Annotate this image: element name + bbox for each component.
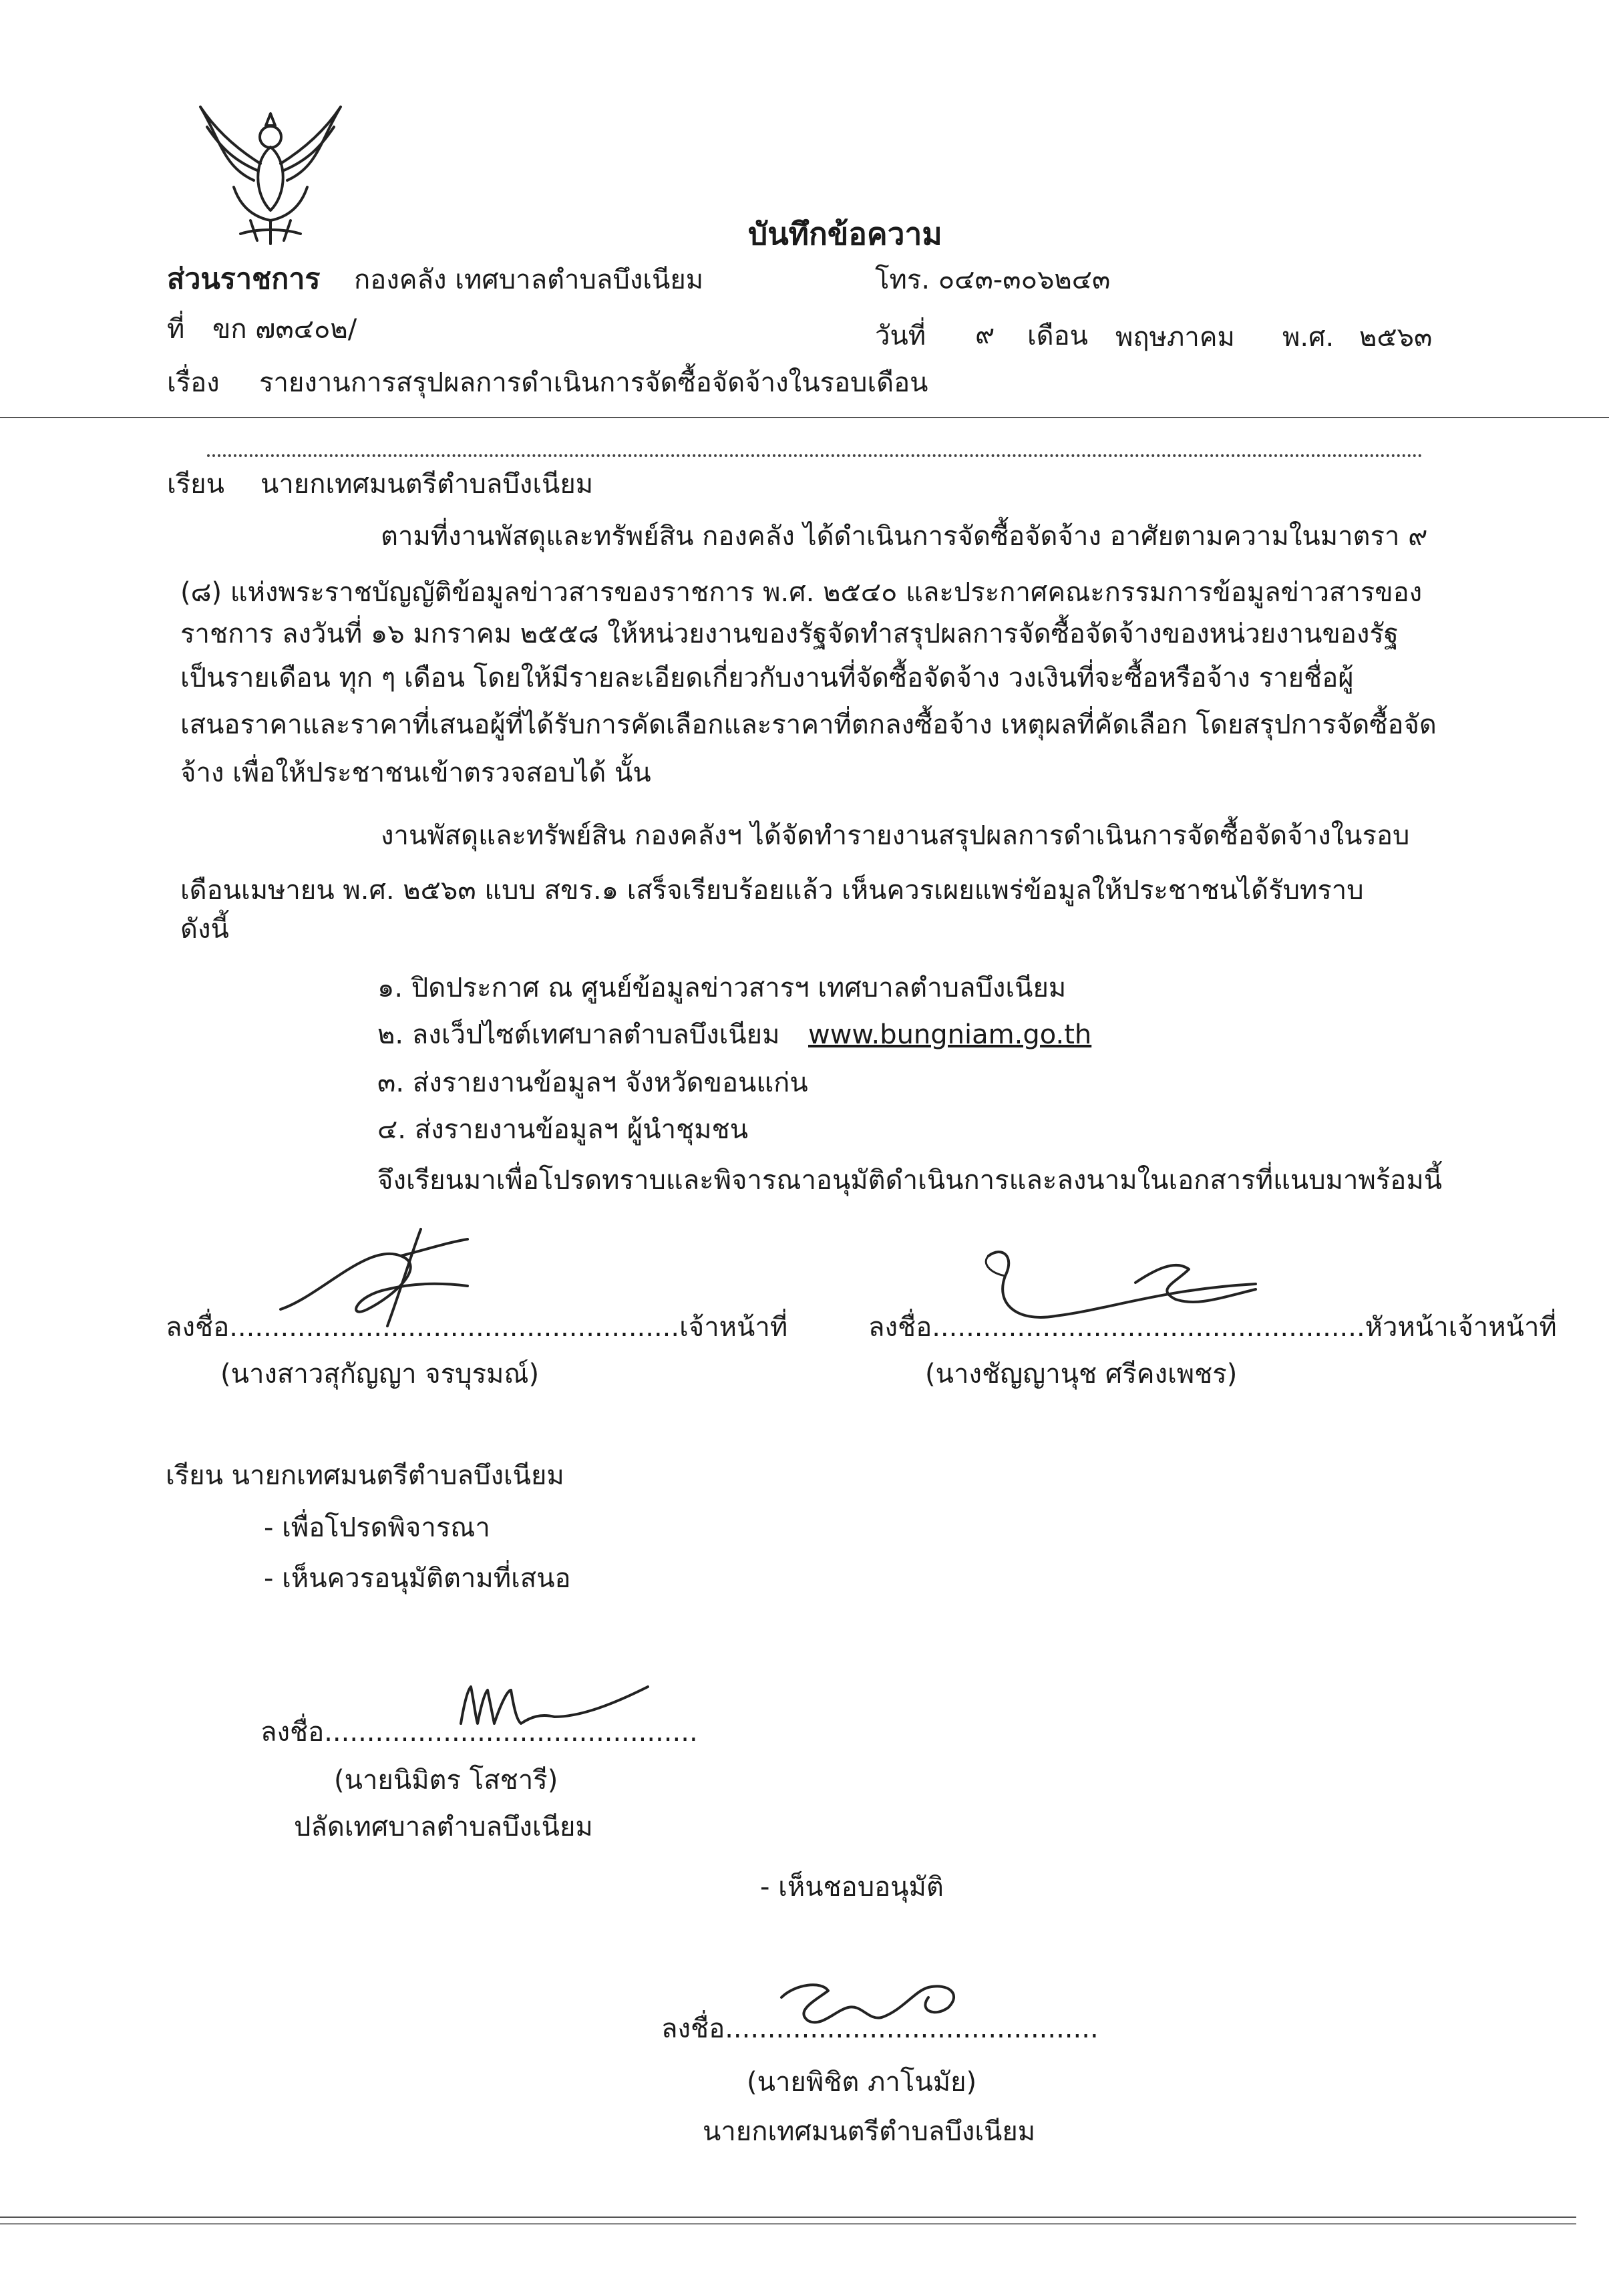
approval-note: - เห็นชอบอนุมัติ xyxy=(760,1872,944,1903)
review-salutation: เรียน นายกเทศมนตรีตำบลบึงเนียม xyxy=(166,1460,564,1491)
subject-label: เรื่อง xyxy=(167,367,220,398)
paragraph-line: เสนอราคาและราคาที่เสนอผู้ที่ได้รับการคัดเลือกและราคาที่ตกลงซื้อจ้าง เหตุผลที่คัดเลือก โดยสรุปการจัดซื้อจัด xyxy=(180,709,1437,740)
list-item: ๑. ปิดประกาศ ณ ศูนย์ข้อมูลข่าวสารฯ เทศบาลตำบลบึงเนียม xyxy=(377,973,1067,1003)
paragraph-line: งานพัสดุและทรัพย์สิน กองคลังฯ ได้จัดทำรายงานสรุปผลการดำเนินการจัดซื้อจัดจ้างในรอบ xyxy=(381,820,1410,851)
review-note: - เห็นควรอนุมัติตามที่เสนอ xyxy=(264,1563,571,1594)
month-label: เดือน xyxy=(1027,321,1089,351)
month-value: พฤษภาคม xyxy=(1115,322,1235,353)
date-label: วันที่ xyxy=(875,321,926,351)
officer-name: (นางสาวสุกัญญา จรบุรมณ์) xyxy=(220,1359,540,1389)
agency-label: ส่วนราชการ xyxy=(167,263,321,296)
head-sign-line: ลงชื่อ...................................................หัวหน้าเจ้าหน้าที่ xyxy=(868,1312,1557,1343)
salutation-recipient: นายกเทศมนตรีตำบลบึงเนียม xyxy=(260,469,594,500)
officer-sign-line: ลงชื่อ.....................................................เจ้าหน้าที่ xyxy=(166,1312,788,1343)
head-name: (นางชัญญานุช ศรีคงเพชร) xyxy=(925,1359,1238,1389)
list-item: ๒. ลงเว็ปไซต์เทศบาลตำบลบึงเนียม xyxy=(377,1019,780,1050)
closing-sentence: จึงเรียนมาเพื่อโปรดทราบและพิจารณาอนุมัติดำเนินการและลงนามในเอกสารที่แนบมาพร้อมนี้ xyxy=(377,1165,1443,1196)
year-value: ๒๕๖๓ xyxy=(1359,322,1433,353)
phone-number: โทร. ๐๔๓-๓๐๖๒๔๓ xyxy=(875,265,1111,295)
mayor-position: นายกเทศมนตรีตำบลบึงเนียม xyxy=(703,2116,1036,2147)
reference-number: ขก ๗๓๔๐๒/ xyxy=(212,314,357,345)
paragraph-line: ตามที่งานพัสดุและทรัพย์สิน กองคลัง ได้ดำเนินการจัดซื้อจัดจ้าง อาศัยตามความในมาตรา ๙ xyxy=(381,521,1428,552)
website-link[interactable]: www.bungniam.go.th xyxy=(808,1019,1092,1050)
agency-value: กองคลัง เทศบาลตำบลบึงเนียม xyxy=(354,265,704,295)
mayor-sign-line: ลงชื่อ............................................ xyxy=(661,2013,1099,2044)
review-note: - เพื่อโปรดพิจารณา xyxy=(264,1512,490,1543)
list-item: ๔. ส่งรายงานข้อมูลฯ ผู้นำชุมชน xyxy=(377,1114,749,1145)
subject-value: รายงานการสรุปผลการดำเนินการจัดซื้อจัดจ้างในรอบเดือน xyxy=(259,367,928,398)
paragraph-line: ดังนี้ xyxy=(180,914,229,945)
reference-label: ที่ xyxy=(167,314,185,345)
deputy-name: (นายนิมิตร โสชารี) xyxy=(334,1765,558,1796)
footer-divider xyxy=(0,2217,1576,2218)
paragraph-line: เป็นรายเดือน ทุก ๆ เดือน โดยให้มีรายละเอียดเกี่ยวกับงานที่จัดซื้อจัดจ้าง วงเงินที่จะซื้อหรือจ้าง รายชื่อผู้ xyxy=(180,663,1354,693)
year-label: พ.ศ. xyxy=(1282,322,1334,353)
paragraph-line: เดือนเมษายน พ.ศ. ๒๕๖๓ แบบ สขร.๑ เสร็จเรียบร้อยแล้ว เห็นควรเผยแพร่ข้อมูลให้ประชาชนได้รับทราบ xyxy=(180,875,1364,906)
mayor-name: (นายพิชิต ภาโนมัย) xyxy=(747,2067,977,2098)
date-day: ๙ xyxy=(975,319,995,350)
header-dotted-line xyxy=(207,454,1423,457)
paragraph-line: จ้าง เพื่อให้ประชาชนเข้าตรวจสอบได้ นั้น xyxy=(180,758,651,788)
paragraph-line: ราชการ ลงวันที่ ๑๖ มกราคม ๒๕๕๘ ให้หน่วยงานของรัฐจัดทำสรุปผลการจัดซื้อจัดจ้างของหน่วยงานของรัฐ xyxy=(180,619,1399,649)
salutation-label: เรียน xyxy=(167,469,224,500)
paragraph-line: (๘) แห่งพระราชบัญญัติข้อมูลข่าวสารของราชการ พ.ศ. ๒๕๔๐ และประกาศคณะกรรมการข้อมูลข่าวสารของ xyxy=(180,577,1423,608)
deputy-sign-line: ลงชื่อ............................................ xyxy=(260,1717,698,1748)
footer-divider xyxy=(0,2223,1576,2225)
memo-title: บันทึกข้อความ xyxy=(748,216,942,252)
deputy-position: ปลัดเทศบาลตำบลบึงเนียม xyxy=(294,1812,593,1842)
header-divider xyxy=(0,417,1609,418)
garuda-emblem-icon xyxy=(194,100,347,247)
list-item: ๓. ส่งรายงานข้อมูลฯ จังหวัดขอนแก่น xyxy=(377,1068,808,1098)
